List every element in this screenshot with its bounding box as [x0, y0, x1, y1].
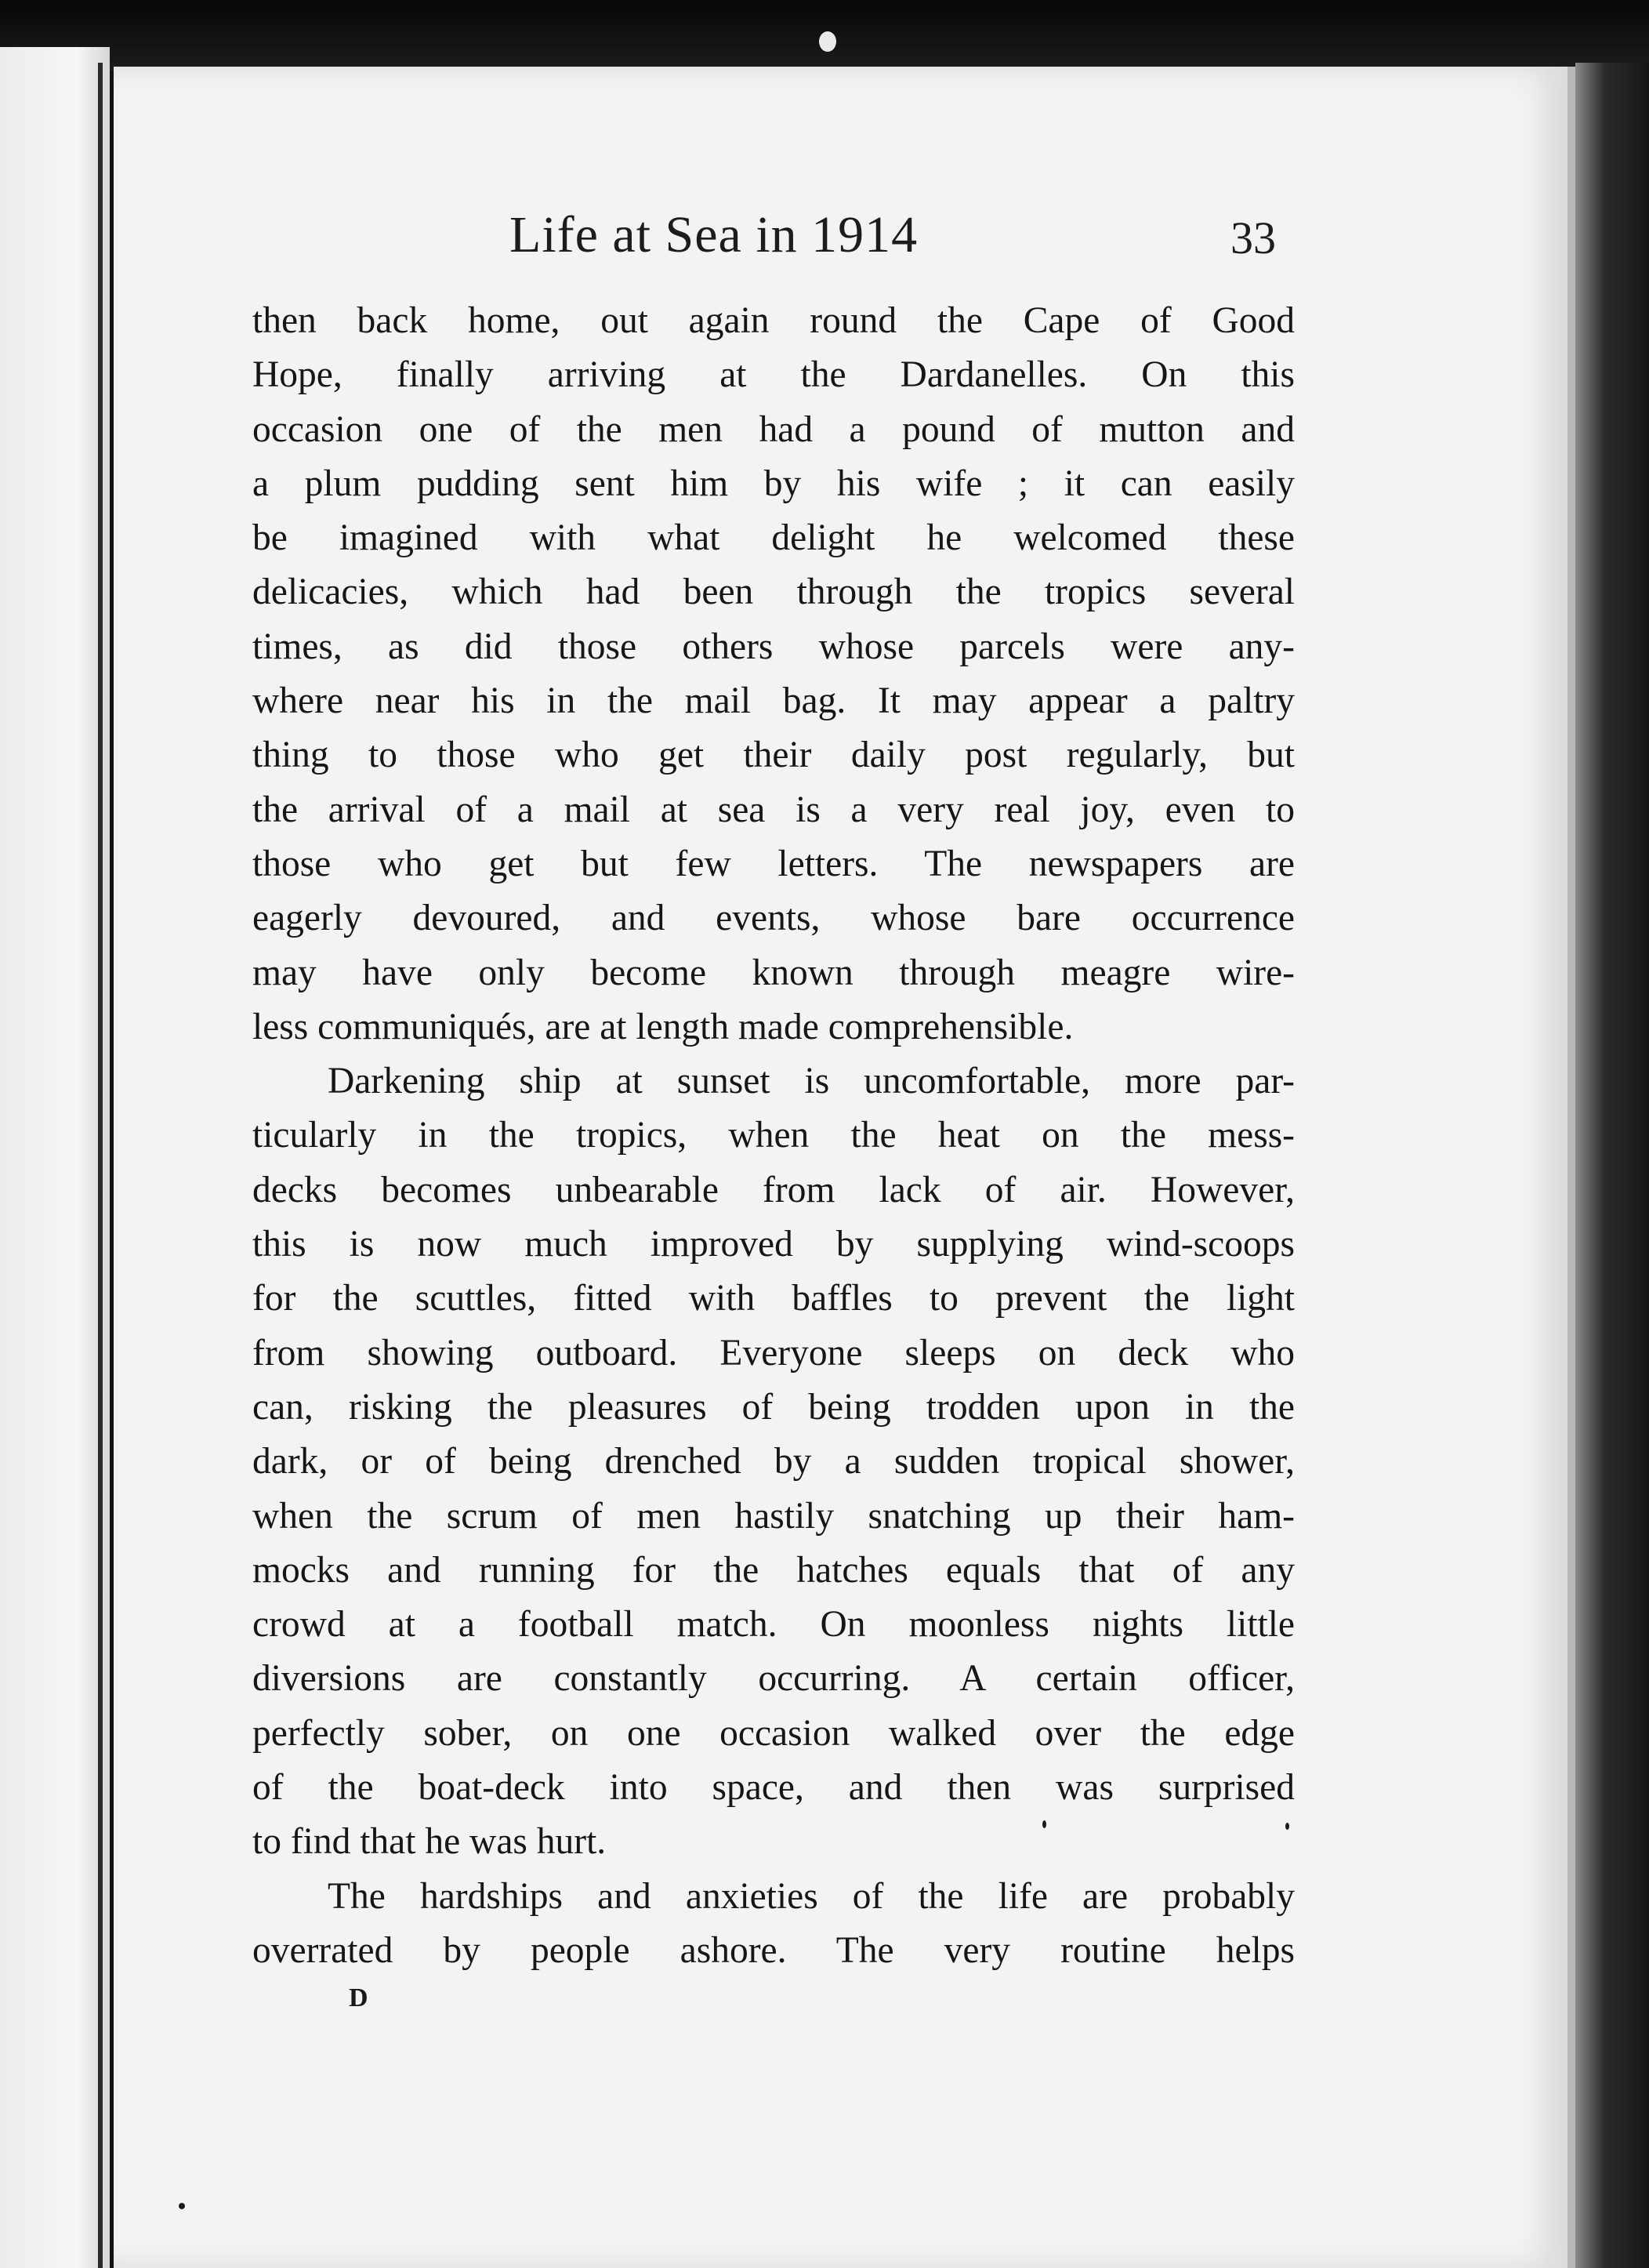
- text-line: can, risking the pleasures of being trodden upon in the: [252, 1386, 1295, 1428]
- text-line: a plum pudding sent him by his wife ; it can easily: [252, 463, 1295, 504]
- text-line: occasion one of the men had a pound of mutton and: [252, 408, 1295, 450]
- text-line: crowd at a football match. On moonless nights little: [252, 1604, 1295, 1646]
- text-line: from showing outboard. Everyone sleeps on deck who: [252, 1332, 1295, 1374]
- text-line: when the scrum of men hastily snatching up their ham-: [252, 1495, 1295, 1537]
- text-line: times, as did those others whose parcels were any-: [252, 626, 1295, 667]
- text-line: the arrival of a mail at sea is a very real joy, even to: [252, 789, 1295, 830]
- running-head: [509, 205, 1285, 276]
- text-line: mocks and running for the hatches equals that of any: [252, 1549, 1295, 1591]
- signature-mark: D: [349, 1983, 368, 2012]
- text-line: delicacies, which had been through the tropics several: [252, 572, 1295, 613]
- scan-speck: [1042, 1820, 1046, 1828]
- text-line: dark, or of being drenched by a sudden tropical shower,: [252, 1441, 1295, 1482]
- text-line: Hope, finally arriving at the Dardanelles. On this: [252, 354, 1295, 396]
- text-line: this is now much improved by supplying wind-scoops: [252, 1224, 1295, 1265]
- text-line: Darkening ship at sunset is uncomfortable, more par-: [328, 1061, 1295, 1102]
- text-line: to find that he was hurt.: [252, 1821, 607, 1863]
- text-line: may have only become known through meagre wire-: [252, 952, 1295, 993]
- running-title: Life at Sea in 1914: [509, 206, 919, 263]
- text-line: for the scuttles, fitted with baffles to prevent the light: [252, 1278, 1295, 1319]
- text-line: then back home, out again round the Cape of Good: [252, 300, 1295, 341]
- text-line: overrated by people ashore. The very routine helps: [252, 1929, 1295, 1971]
- text-line: less communiqués, are at length made comprehensible.: [252, 1006, 1074, 1047]
- text-line: The hardships and anxieties of the life are probably: [328, 1875, 1295, 1917]
- text-line: of the boat-deck into space, and then was surprised: [252, 1767, 1295, 1809]
- binding-shadow: [98, 63, 103, 2268]
- scan-speck: [819, 31, 836, 52]
- text-line: thing to those who get their daily post regularly, but: [252, 735, 1295, 776]
- text-line: be imagined with what delight he welcomed these: [252, 517, 1295, 559]
- text-line: where near his in the mail bag. It may appear a paltry: [252, 680, 1295, 722]
- text-line: those who get but few letters. The newspapers are: [252, 843, 1295, 884]
- text-line: decks becomes unbearable from lack of air. However,: [252, 1169, 1295, 1210]
- page-edge-shadow: [1575, 63, 1649, 2268]
- text-line: eagerly devoured, and events, whose bare occurrence: [252, 898, 1295, 939]
- text-line: perfectly sober, on one occasion walked over the edge: [252, 1712, 1295, 1754]
- body-text: [252, 294, 1295, 1978]
- scan-speck: [179, 2203, 185, 2209]
- facing-page-margin: [0, 47, 110, 2268]
- page-number: 33: [1230, 212, 1276, 263]
- scan-speck: [1285, 1823, 1289, 1830]
- text-line: diversions are constantly occurring. A certain officer,: [252, 1658, 1295, 1700]
- text-line: ticularly in the tropics, when the heat on the mess-: [252, 1115, 1295, 1156]
